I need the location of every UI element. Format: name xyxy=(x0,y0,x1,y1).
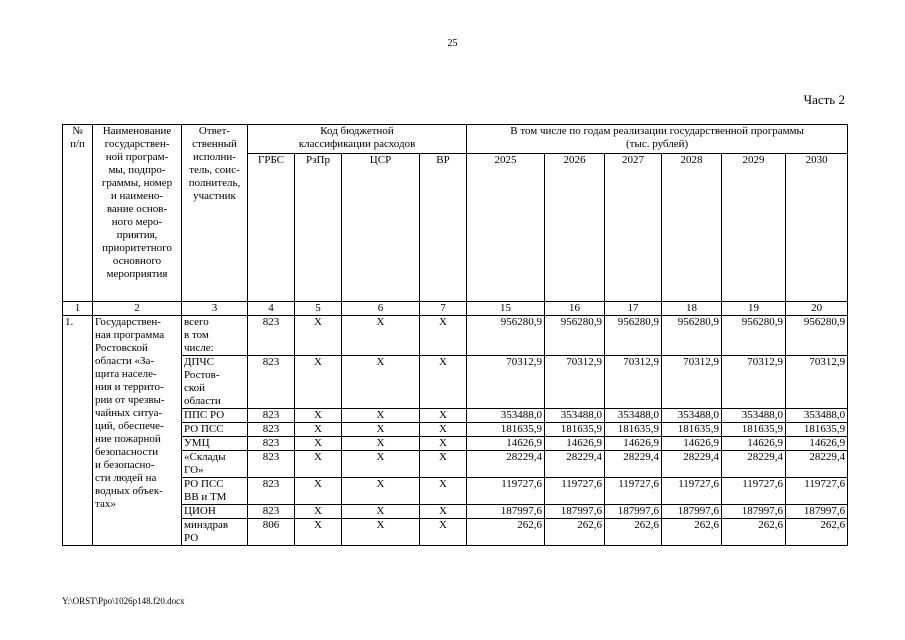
row-grbs: 823 xyxy=(248,478,295,505)
column-number: 1 xyxy=(63,302,93,316)
row-who-text: ДПЧС Ростов- ской области xyxy=(184,356,221,407)
row-value-2028: 956280,9 xyxy=(662,316,722,356)
row-who-text: «Склады ГО» xyxy=(184,451,226,476)
row-value-2028: 262,6 xyxy=(662,519,722,546)
row-value-2027: 14626,9 xyxy=(605,437,662,451)
row-vr: Х xyxy=(420,316,467,356)
row-grbs: 823 xyxy=(248,409,295,423)
row-rzpr: Х xyxy=(295,356,342,409)
row-csr: Х xyxy=(342,409,420,423)
row-who xyxy=(182,437,248,451)
row-value-2028: 353488,0 xyxy=(662,409,722,423)
row-value-2030: 353488,0 xyxy=(786,409,848,423)
row-grbs: 806 xyxy=(248,519,295,546)
column-number: 16 xyxy=(545,302,605,316)
row-vr: Х xyxy=(420,451,467,478)
row-vr: Х xyxy=(420,356,467,409)
row-rzpr: Х xyxy=(295,519,342,546)
row-value-2030: 14626,9 xyxy=(786,437,848,451)
column-number: 20 xyxy=(786,302,848,316)
header-years-group xyxy=(467,125,848,154)
row-vr: Х xyxy=(420,478,467,505)
column-number: 3 xyxy=(182,302,248,316)
row-csr: Х xyxy=(342,437,420,451)
row-value-2025: 956280,9 xyxy=(467,316,545,356)
header-year-2025: 2025 xyxy=(467,154,545,302)
row-value-2026: 187997,6 xyxy=(545,505,605,519)
row-who-text: минздрав РО xyxy=(184,519,229,544)
row-value-2030: 187997,6 xyxy=(786,505,848,519)
row-value-2030: 181635,9 xyxy=(786,423,848,437)
row-who-text: всего в том числе: xyxy=(184,316,214,354)
row-value-2027: 181635,9 xyxy=(605,423,662,437)
row-csr: Х xyxy=(342,451,420,478)
row-csr: Х xyxy=(342,316,420,356)
row-who xyxy=(182,478,248,505)
row-vr: Х xyxy=(420,519,467,546)
page-number: 25 xyxy=(447,38,458,49)
row-value-2029: 262,6 xyxy=(722,519,786,546)
row-who xyxy=(182,505,248,519)
row-value-2029: 353488,0 xyxy=(722,409,786,423)
row-value-2026: 956280,9 xyxy=(545,316,605,356)
row-value-2026: 181635,9 xyxy=(545,423,605,437)
row-grbs: 823 xyxy=(248,451,295,478)
header-rzpr: РзПр xyxy=(295,154,342,302)
row-grbs: 823 xyxy=(248,423,295,437)
row-value-2028: 14626,9 xyxy=(662,437,722,451)
row-who xyxy=(182,356,248,409)
row-vr: Х xyxy=(420,505,467,519)
row-value-2025: 14626,9 xyxy=(467,437,545,451)
part-label: Часть 2 xyxy=(803,92,845,107)
program-name-text: Государствен- ная программа Ростовской области «За- щита населе- ния и террито- рии от чрезвы- чайных ситуа- ций, обеспече- ние пожарной безопасности и безопасно- сти людей на водных объек- тах» xyxy=(95,316,165,510)
row-rzpr: Х xyxy=(295,478,342,505)
row-value-2030: 262,6 xyxy=(786,519,848,546)
row-value-2027: 119727,6 xyxy=(605,478,662,505)
header-responsible-text: Ответ- ственный исполни- тель, соис- полнитель, участник xyxy=(188,125,241,202)
column-number: 19 xyxy=(722,302,786,316)
row-value-2028: 181635,9 xyxy=(662,423,722,437)
row-value-2026: 119727,6 xyxy=(545,478,605,505)
row-value-2027: 70312,9 xyxy=(605,356,662,409)
column-number: 2 xyxy=(93,302,182,316)
row-value-2025: 353488,0 xyxy=(467,409,545,423)
row-who-text: ЦИОН xyxy=(184,505,216,517)
column-number: 15 xyxy=(467,302,545,316)
header-year-2030: 2030 xyxy=(786,154,848,302)
row-value-2029: 187997,6 xyxy=(722,505,786,519)
row-value-2029: 14626,9 xyxy=(722,437,786,451)
row-rzpr: Х xyxy=(295,423,342,437)
header-years-group-text: В том числе по годам реализации государственной программы (тыс. рублей) xyxy=(510,125,804,150)
row-who xyxy=(182,409,248,423)
row-rzpr: Х xyxy=(295,505,342,519)
header-csr: ЦСР xyxy=(342,154,420,302)
row-value-2025: 70312,9 xyxy=(467,356,545,409)
row-value-2028: 28229,4 xyxy=(662,451,722,478)
header-budget-code-text: Код бюджетной классификации расходов xyxy=(298,125,416,150)
row-csr: Х xyxy=(342,519,420,546)
header-name-text: Наименование государствен- ной програм- мы, подпро- граммы, номер и наимено- вание основ- ного меро- приятия, приоритетного основного мероприятия xyxy=(101,125,173,280)
column-number: 6 xyxy=(342,302,420,316)
row-value-2030: 70312,9 xyxy=(786,356,848,409)
row-value-2030: 119727,6 xyxy=(786,478,848,505)
column-number: 17 xyxy=(605,302,662,316)
row-vr: Х xyxy=(420,437,467,451)
file-path-footer: Y:\ORST\Ppo\1026p148.f20.docx xyxy=(62,596,185,606)
row-vr: Х xyxy=(420,409,467,423)
header-vr: ВР xyxy=(420,154,467,302)
row-who xyxy=(182,423,248,437)
row-grbs: 823 xyxy=(248,316,295,356)
row-value-2029: 956280,9 xyxy=(722,316,786,356)
header-num xyxy=(63,125,93,302)
row-who xyxy=(182,316,248,356)
column-number: 4 xyxy=(248,302,295,316)
row-value-2029: 70312,9 xyxy=(722,356,786,409)
row-csr: Х xyxy=(342,356,420,409)
row-grbs: 823 xyxy=(248,356,295,409)
header-grbs: ГРБС xyxy=(248,154,295,302)
row-rzpr: Х xyxy=(295,451,342,478)
row-value-2026: 353488,0 xyxy=(545,409,605,423)
row-value-2027: 956280,9 xyxy=(605,316,662,356)
row-who xyxy=(182,519,248,546)
row-rzpr: Х xyxy=(295,437,342,451)
row-value-2027: 353488,0 xyxy=(605,409,662,423)
row-value-2030: 956280,9 xyxy=(786,316,848,356)
row-csr: Х xyxy=(342,423,420,437)
column-number: 5 xyxy=(295,302,342,316)
header-name xyxy=(93,125,182,302)
row-value-2029: 181635,9 xyxy=(722,423,786,437)
row-value-2029: 28229,4 xyxy=(722,451,786,478)
row-value-2026: 28229,4 xyxy=(545,451,605,478)
row-rzpr: Х xyxy=(295,316,342,356)
row-rzpr: Х xyxy=(295,409,342,423)
row-value-2027: 187997,6 xyxy=(605,505,662,519)
header-responsible xyxy=(182,125,248,302)
row-value-2030: 28229,4 xyxy=(786,451,848,478)
row-value-2028: 70312,9 xyxy=(662,356,722,409)
row-value-2027: 28229,4 xyxy=(605,451,662,478)
row-grbs: 823 xyxy=(248,437,295,451)
column-number: 18 xyxy=(662,302,722,316)
header-year-2029: 2029 xyxy=(722,154,786,302)
row-grbs: 823 xyxy=(248,505,295,519)
header-year-2026: 2026 xyxy=(545,154,605,302)
program-name xyxy=(93,316,182,546)
row-value-2026: 70312,9 xyxy=(545,356,605,409)
header-num-text: № п/п xyxy=(70,125,85,150)
row-value-2025: 187997,6 xyxy=(467,505,545,519)
row-value-2025: 119727,6 xyxy=(467,478,545,505)
row-value-2028: 187997,6 xyxy=(662,505,722,519)
row-value-2025: 28229,4 xyxy=(467,451,545,478)
row-who xyxy=(182,451,248,478)
budget-table xyxy=(62,124,848,546)
table-row xyxy=(63,316,848,356)
row-value-2026: 262,6 xyxy=(545,519,605,546)
row-value-2025: 181635,9 xyxy=(467,423,545,437)
row-csr: Х xyxy=(342,478,420,505)
row-who-text: РО ПСС ВВ и ТМ xyxy=(184,478,227,503)
row-who-text: УМЦ xyxy=(184,437,210,449)
row-who-text: ППС РО xyxy=(184,409,225,421)
row-who-text: РО ПСС xyxy=(184,423,224,435)
row-csr: Х xyxy=(342,505,420,519)
row-value-2028: 119727,6 xyxy=(662,478,722,505)
header-budget-code xyxy=(248,125,467,154)
row-vr: Х xyxy=(420,423,467,437)
column-number: 7 xyxy=(420,302,467,316)
program-num: 1. xyxy=(63,316,93,546)
row-value-2025: 262,6 xyxy=(467,519,545,546)
row-value-2029: 119727,6 xyxy=(722,478,786,505)
header-year-2027: 2027 xyxy=(605,154,662,302)
column-number-row xyxy=(63,302,848,316)
row-value-2026: 14626,9 xyxy=(545,437,605,451)
header-year-2028: 2028 xyxy=(662,154,722,302)
row-value-2027: 262,6 xyxy=(605,519,662,546)
